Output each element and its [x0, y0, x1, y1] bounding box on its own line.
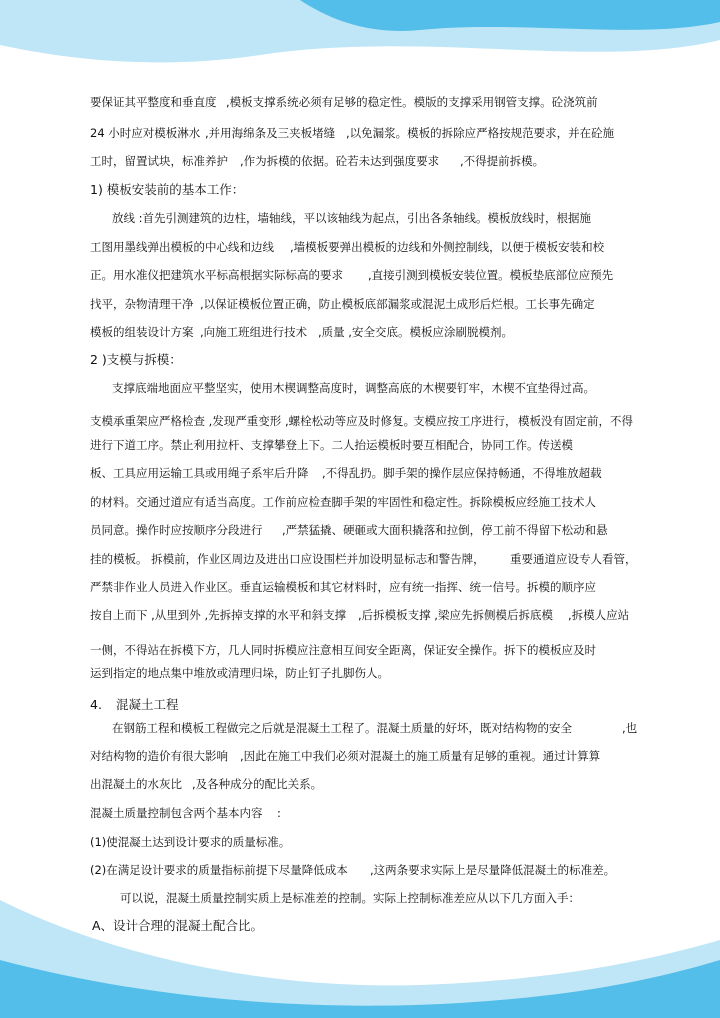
- section-number: 4.: [90, 697, 102, 712]
- text-segment: 进行下道工序。禁止利用拉杆、支撑攀登上下。二人抬运模板时要互相配合，协同工作。传送模: [90, 438, 573, 452]
- text-segment: ,也: [622, 721, 638, 735]
- text-segment: ,不得提前拆模。: [460, 154, 545, 168]
- text-segment: ,以保证模板位置正确，防止模板底部漏浆或混泥土成形后烂根。工长事先确定: [200, 297, 595, 311]
- text-segment: 员同意。操作时应按顺序分段进行: [90, 523, 263, 537]
- text-segment: 支模应按工序进行，: [413, 414, 517, 428]
- text-segment: 正。用水准仪把建筑水平标高根据实际标高的要求: [90, 268, 343, 282]
- text-segment: :: [277, 806, 281, 820]
- section-title: 混凝土工程: [116, 697, 179, 712]
- text-segment: (2)在满足设计要求的质量指标前提下尽量降低成本: [90, 863, 348, 877]
- text-segment: 挂的模板。 拆模前，作业区周边及进出口应设围栏并加设明显标志和警告牌，: [90, 552, 485, 566]
- text-segment: ,质量 ,安全交底。模板应涂刷脱模剂。: [318, 325, 513, 339]
- text-segment: ,因此在施工中我们必须对混凝土的施工质量有足够的重视。通过计算算: [240, 749, 601, 763]
- list-item: A、设计合理的混凝土配合比。: [92, 918, 264, 933]
- text-segment: 混凝土质量控制包含两个基本内容: [90, 806, 263, 820]
- text-segment: 放线 :首先引测建筑的边柱，墙轴线，平以该轴线为起点，引出各条轴线。模板放线时，根据施: [112, 211, 592, 225]
- text-segment: ,墙模板要弹出模板的边线和外侧控制线，以便于模板安装和校: [290, 240, 605, 254]
- text-segment: 出混凝土的水灰比: [90, 777, 182, 791]
- text-segment: 支模承重架应严格检查 ,发现严重变形 ,螺栓松动等应及时修复。: [90, 414, 416, 428]
- text-segment: 重要通道应设专人看管，: [510, 552, 637, 566]
- text-segment: 板、工具应用运输工具或用绳子系牢后升降: [90, 466, 309, 480]
- text-segment: 工图用墨线弹出模板的中心线和边线: [90, 240, 274, 254]
- text-segment: 可以说，混凝土质量控制实质上是标准差的控制。实际上控制标准差应从以下几方面入手：: [120, 891, 580, 905]
- text-segment: 运到指定的地点集中堆放或清理归垛，防止钉子扎脚伤人。: [90, 666, 389, 680]
- text-segment: (1)使混凝土达到设计要求的质量标准。: [90, 835, 291, 849]
- text-segment: 工时，留置试块，标准养护: [90, 154, 228, 168]
- text-segment: 按自上而下 ,从里到外 ,先拆掉支撑的水平和斜支撑: [90, 608, 347, 622]
- text-segment: ,这两条要求实际上是尽量降低混凝土的标准差。: [370, 863, 616, 877]
- text-segment: ,严禁猛撬、硬砸或大面积撬落和拉倒，停工前不得留下松动和悬: [282, 523, 608, 537]
- text-segment: 支撑底端地面应平整坚实，使用木楔调整高度时，调整高底的木楔要钉牢，木楔不宜垫得过高。: [112, 381, 595, 395]
- text-segment: ,作为拆模的依据。砼若未达到强度要求: [240, 154, 440, 168]
- text-segment: 严禁非作业人员进入作业区。垂直运输模板和其它材料时，应有统一指挥、统一信号。拆模的顺序应: [90, 580, 596, 594]
- text-segment: 找平，杂物清理干净: [90, 297, 194, 311]
- text-segment: 模板的组装设计方案: [90, 325, 194, 339]
- text-segment: ,向施工班组进行技术: [200, 325, 308, 339]
- text-segment: ,以免漏浆。模板的拆除应严格按规范要求，并在砼施: [346, 126, 615, 140]
- text-segment: 24 小时应对模板淋水: [90, 126, 201, 140]
- subheading: 1) 模板安装前的基本工作：: [90, 182, 245, 197]
- text-segment: ,不得乱扔。脚手架的操作层应保持畅通，不得堆放超载: [322, 466, 602, 480]
- text-segment: ,并用海绵条及三夹板堵缝: [205, 126, 336, 140]
- text-segment: 的材料。交通过道应有适当高度。工作前应检查脚手架的牢固性和稳定性。拆除模板应经施工技术人: [90, 495, 596, 509]
- text-segment: ,后拆模板支撑 ,梁应先拆侧模后拆底模: [358, 608, 553, 622]
- text-segment: 一侧，不得站在拆模下方，几人同时拆模应注意相互间安全距离，保证安全操作。拆下的模板应及时: [90, 643, 596, 657]
- text-segment: 在钢筋工程和模板工程做完之后就是混凝土工程了。混凝土质量的好坏，既对结构物的安全: [112, 721, 572, 735]
- text-segment: 对结构物的造价有很大影响: [90, 749, 228, 763]
- text-segment: 模板没有固定前，不得: [518, 414, 633, 428]
- subheading: 2 )支模与拆模：: [90, 352, 182, 367]
- text-segment: 要保证其平整度和垂直度: [90, 95, 217, 109]
- text-segment: ,直接引测到模板安装位置。模板垫底部位应预先: [368, 268, 614, 282]
- text-segment: ,拆模人应站: [568, 608, 630, 622]
- text-segment: ,及各种成分的配比关系。: [192, 777, 323, 791]
- text-segment: ,模板支撑系统必须有足够的稳定性。模版的支撑采用钢管支撑。砼浇筑前: [226, 95, 598, 109]
